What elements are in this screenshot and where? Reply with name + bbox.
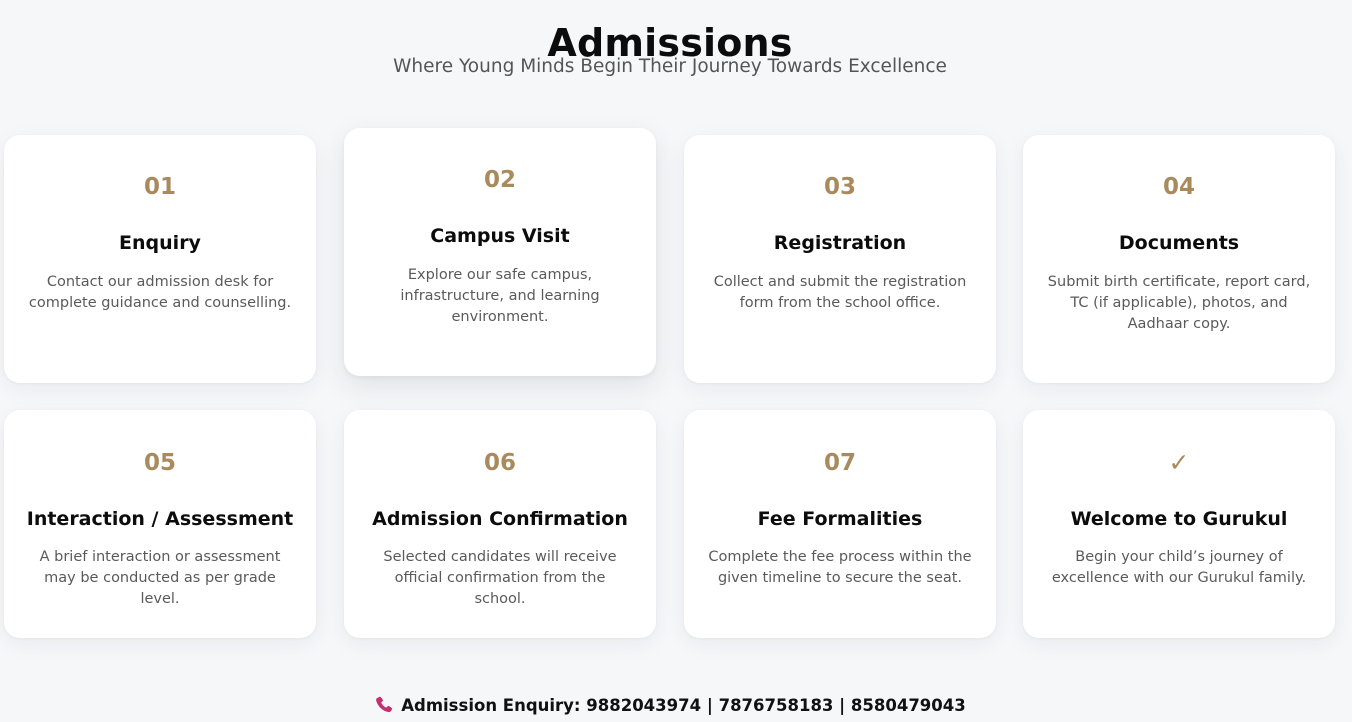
- step-card-documents[interactable]: [1023, 135, 1335, 383]
- step-title: Campus Visit: [430, 225, 570, 247]
- step-number: 05: [143, 450, 176, 476]
- step-title: Interaction / Assessment: [26, 508, 294, 530]
- step-title: Documents: [1118, 232, 1240, 254]
- step-number: 01: [143, 174, 176, 200]
- step-card-fee-formalities[interactable]: [684, 410, 996, 638]
- step-card-welcome[interactable]: [1023, 410, 1335, 638]
- step-number: 06: [483, 450, 516, 476]
- step-card-campus-visit[interactable]: [344, 128, 656, 376]
- step-number: 07: [823, 450, 856, 476]
- admission-enquiry-contact: [0, 694, 1340, 718]
- step-number: 04: [1162, 174, 1195, 200]
- step-title: Fee Formalities: [757, 508, 923, 530]
- step-description: Collect and submit the registration form from the school office.: [713, 274, 967, 311]
- step-description: Explore our safe campus, infrastructure, and learning environment.: [400, 267, 600, 325]
- page-title: Admissions: [547, 21, 793, 66]
- step-number: 03: [823, 174, 856, 200]
- step-description: Submit birth certificate, report card, TC (if applicable), photos, and Aadhaar copy.: [1047, 274, 1311, 332]
- step-title: Admission Confirmation: [372, 508, 628, 530]
- step-title: Enquiry: [119, 232, 201, 254]
- check-icon: ✓: [1168, 448, 1190, 477]
- step-description: A brief interaction or assessment may be conducted as per grade level.: [39, 549, 281, 607]
- step-card-registration[interactable]: [684, 135, 996, 383]
- step-number: 02: [483, 167, 516, 193]
- step-description: Selected candidates will receive official confirmation from the school.: [383, 549, 617, 607]
- step-title: Welcome to Gurukul: [1070, 508, 1288, 530]
- page-subtitle: Where Young Minds Begin Their Journey Towards Excellence: [393, 56, 947, 77]
- step-description: Contact our admission desk for complete guidance and counselling.: [28, 274, 292, 311]
- admission-enquiry-text: Admission Enquiry: 9882043974 | 7876758183 | 8580479043: [401, 696, 966, 715]
- step-card-admission-confirmation[interactable]: [344, 410, 656, 638]
- step-card-enquiry[interactable]: [4, 135, 316, 383]
- phone-icon: [374, 695, 394, 715]
- step-description: Begin your child’s journey of excellence with our Gurukul family.: [1051, 549, 1307, 586]
- step-description: Complete the fee process within the given timeline to secure the seat.: [708, 549, 972, 586]
- step-title: Registration: [773, 232, 907, 254]
- step-card-interaction-assessment[interactable]: [4, 410, 316, 638]
